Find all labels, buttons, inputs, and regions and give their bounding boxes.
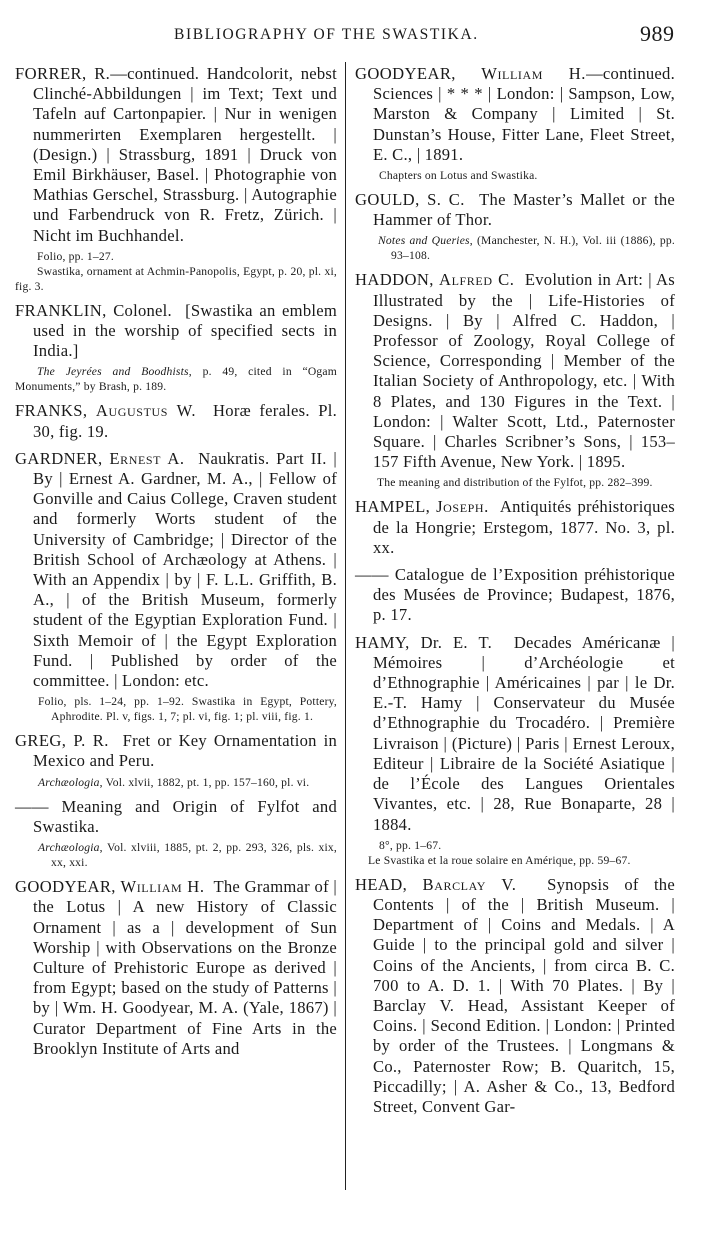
note-citation: , (Manchester, N. H.), Vol. iii (1886), pp. 93–108. [391, 234, 675, 263]
entry-author: GREG, P. R. [15, 731, 109, 751]
entry-text: Antiquités préhistoriques de la Hongrie; Erstegom, 1877. No. 3, pl. xx. [373, 497, 675, 557]
bib-entry-forrer [15, 64, 337, 294]
entry-author-rest: Ernest A. [109, 448, 185, 468]
ditto-dash: —— [15, 796, 49, 816]
entry-author: HADDON, [355, 270, 434, 290]
entry-author: GOODYEAR, [15, 877, 116, 897]
bib-entry-haddon [355, 270, 675, 490]
note-journal: Archæologia [38, 775, 100, 789]
entry-text: Meaning and Origin of Fylfot and Swastika. [33, 796, 337, 836]
bib-entry-franks [15, 401, 337, 441]
entry-text: Catalogue de l’Exposition préhistorique des Musées de Province; Budapest, 1876, p. 17. [373, 565, 676, 625]
entry-author-rest: William H. [120, 877, 205, 897]
entry-author: FRANKS, [15, 401, 88, 421]
entry-note: Swastika, ornament at Achmin-Panopolis, Egypt, p. 20, pl. xi, fig. 3. [15, 264, 337, 293]
bib-entry-goodyear-continued [355, 64, 675, 183]
column-divider [345, 62, 346, 1190]
entry-text: [Swastika an emblem used in the worship of specified sects in India.] [33, 300, 338, 361]
bib-entry-greg-2 [15, 797, 337, 870]
entry-author: GARDNER, [15, 448, 103, 468]
ditto-dash: —— [355, 565, 389, 585]
entry-author-rest: Colonel. [113, 300, 172, 320]
entry-text: —continued. Handcolorit, nebst Clinché-Abbildungen | im Text; Text und Tafeln auf Cartonpapier. | Nur in wenigen nummerirten Exemplaren hergestellt. | (Design.) | Strassburg, 1891 | Druck von Emil Birkhäuser, Basel. | Photographie von Mathias Gerschel, Strassburg. | Autographie und Farbendruck von R. Fretz, Zürich. | Nicht im Buchhandel. [33, 64, 337, 245]
entry-text: Fret or Key Ornamentation in Mexico and Peru. [33, 731, 337, 771]
entry-author-rest: Joseph. [436, 497, 489, 517]
note-citation: , Vol. xlvii, 1882, pt. 1, pp. 157–160, pl. vi. [99, 775, 310, 789]
entry-text: —continued. Sciences | * * * | London: | Sampson, Low, Marston & Company | Limited | St. Dunstan’s House, Fitter Lane, Fleet Street, E. C., | 1891. [373, 64, 675, 164]
entry-author: GOULD, S. C. [355, 190, 465, 210]
entry-note: Folio, pls. 1–24, pp. 1–92. Swastika in Egypt, Pottery, Aphrodite. Pl. v, figs. 1, 7; pl. vi, fig. 1; pl. viii, fig. 1. [38, 695, 337, 724]
entry-note [15, 775, 337, 790]
bib-entry-gardner [15, 449, 337, 724]
entry-note [355, 233, 675, 263]
entry-note: The meaning and distribution of the Fylfot, pp. 282–399. [377, 476, 653, 490]
left-column [15, 64, 337, 1066]
bib-entry-hampel-2 [355, 565, 675, 626]
entry-text: Synopsis of the Contents | of the | British Museum. | Department of | Coins and Medals. | A Guide | to the principal gold and silver | Coins of the Ancients, | from circa B. C. 700 to A. D. 1. | With 70 Plates. | By | Barclay V. Head, Assistant Keeper of Coins. | Second Edition. | London: | Printed by order of the Trustees. | Longmans & Co., Paternoster Row; B. Quaritch, 15, Piccadilly; | A. Asher & Co., 13, Bedford Street, Convent Gar- [373, 874, 675, 1116]
right-column [355, 64, 675, 1124]
entry-author: HAMPEL, [355, 497, 431, 517]
entry-note [15, 364, 337, 394]
bib-entry-head [355, 875, 675, 1117]
entry-author: FRANKLIN, [15, 300, 107, 320]
bib-entry-hampel [355, 497, 675, 558]
entry-text: Naukratis. Part II. | By | Ernest A. Gardner, M. A., | Fellow of Gonville and Caius College, Craven student and formerly Worts student of the University of Cambridge; | Director of the British School of Archæology at Athens. | With an Appendix | by | F. L.L. Griffith, B. A., | of the British Museum, formerly student of the Egyptian Exploration Fund. | Sixth Memoir of | the Egypt Exploration Fund. | Published by order of the committee. | London: etc. [33, 448, 338, 691]
entry-author: HAMY, [355, 632, 410, 652]
entry-note: Folio, pp. 1–27. [37, 249, 114, 263]
entry-author-rest: Augustus W. [95, 401, 197, 421]
entry-text: The Master’s Mallet or the Hammer of Thor. [373, 190, 675, 230]
bib-entry-greg [15, 731, 337, 789]
note-journal: Notes and Queries [378, 234, 470, 248]
bib-entry-goodyear [15, 877, 337, 1059]
entry-text: The Grammar of | the Lotus | A new History of Classic Ornament | as a | development of Sun Worship | with Observations on the Bronze Culture of Prehistoric Europe as derived | from Egypt; based on the study of Patterns | by | Wm. H. Goodyear, M. A. (Yale, 1867) | Curator Department of Fine Arts in the Brooklyn Institute of Arts and [33, 877, 338, 1058]
entry-author: GOODYEAR, [355, 64, 456, 83]
entry-note: 8°, pp. 1–67. [379, 838, 442, 852]
entry-author-rest: Alfred C. [439, 270, 515, 290]
note-citation: , Vol. xlviii, 1885, pt. 2, pp. 293, 326, pls. xix, xx, xxi. [51, 841, 337, 870]
page-number: 989 [640, 21, 675, 46]
note-citation: , p. 49, cited in “Ogam Monuments,” by Brash, p. 189. [15, 365, 337, 394]
entry-note: Le Svastika et la roue solaire en Amérique, pp. 59–67. [368, 853, 631, 867]
entry-author-rest: William H. [481, 64, 587, 83]
running-title: BIBLIOGRAPHY OF THE SWASTIKA. [174, 26, 479, 43]
bib-entry-franklin [15, 301, 337, 395]
entry-author: HEAD, [355, 874, 408, 894]
bib-entry-gould [355, 190, 675, 263]
entry-text: Horæ ferales. Pl. 30, fig. 19. [33, 401, 337, 441]
entry-note [15, 840, 337, 870]
entry-note: Chapters on Lotus and Swastika. [379, 169, 538, 183]
page-header [0, 21, 723, 48]
entry-author: FORRER, R. [15, 64, 111, 83]
entry-text: Evolution in Art: | As Illustrated by the | Life-Histories of Designs. | By | Alfred C. Haddon, | Professor of Zoology, Royal College of Science, Corresponding | Member of the Italian Society of Anthropology, etc. | With 8 Plates, and 130 Figures in the Text. | London: | Walter Scott, Ltd., Paternoster Square. | Charles Scribner’s Sons, | 153–157 Fifth Avenue, New York. | 1895. [373, 270, 675, 472]
note-journal: Archæologia [38, 841, 100, 855]
entry-text: Decades Américanæ | Mémoires | d’Archéologie et d’Ethnographie | Américaines | par | le Dr. E.-T. Hamy | Conservateur du Musée d’Ethnographie du Trocadéro. | Première Livraison | (Picture) | Paris | Ernest Leroux, Editeur | Libraire de la Société Asiatique | de l’École des Langues Orientales Vivantes, etc. | 28, Rue Bonaparte, 28 | 1884. [373, 632, 675, 834]
note-journal: The Jeyrées and Boodhists [37, 365, 189, 379]
entry-author-rest: Barclay V. [422, 874, 517, 894]
bib-entry-hamy [355, 633, 675, 868]
entry-author-rest: Dr. E. T. [420, 632, 492, 652]
